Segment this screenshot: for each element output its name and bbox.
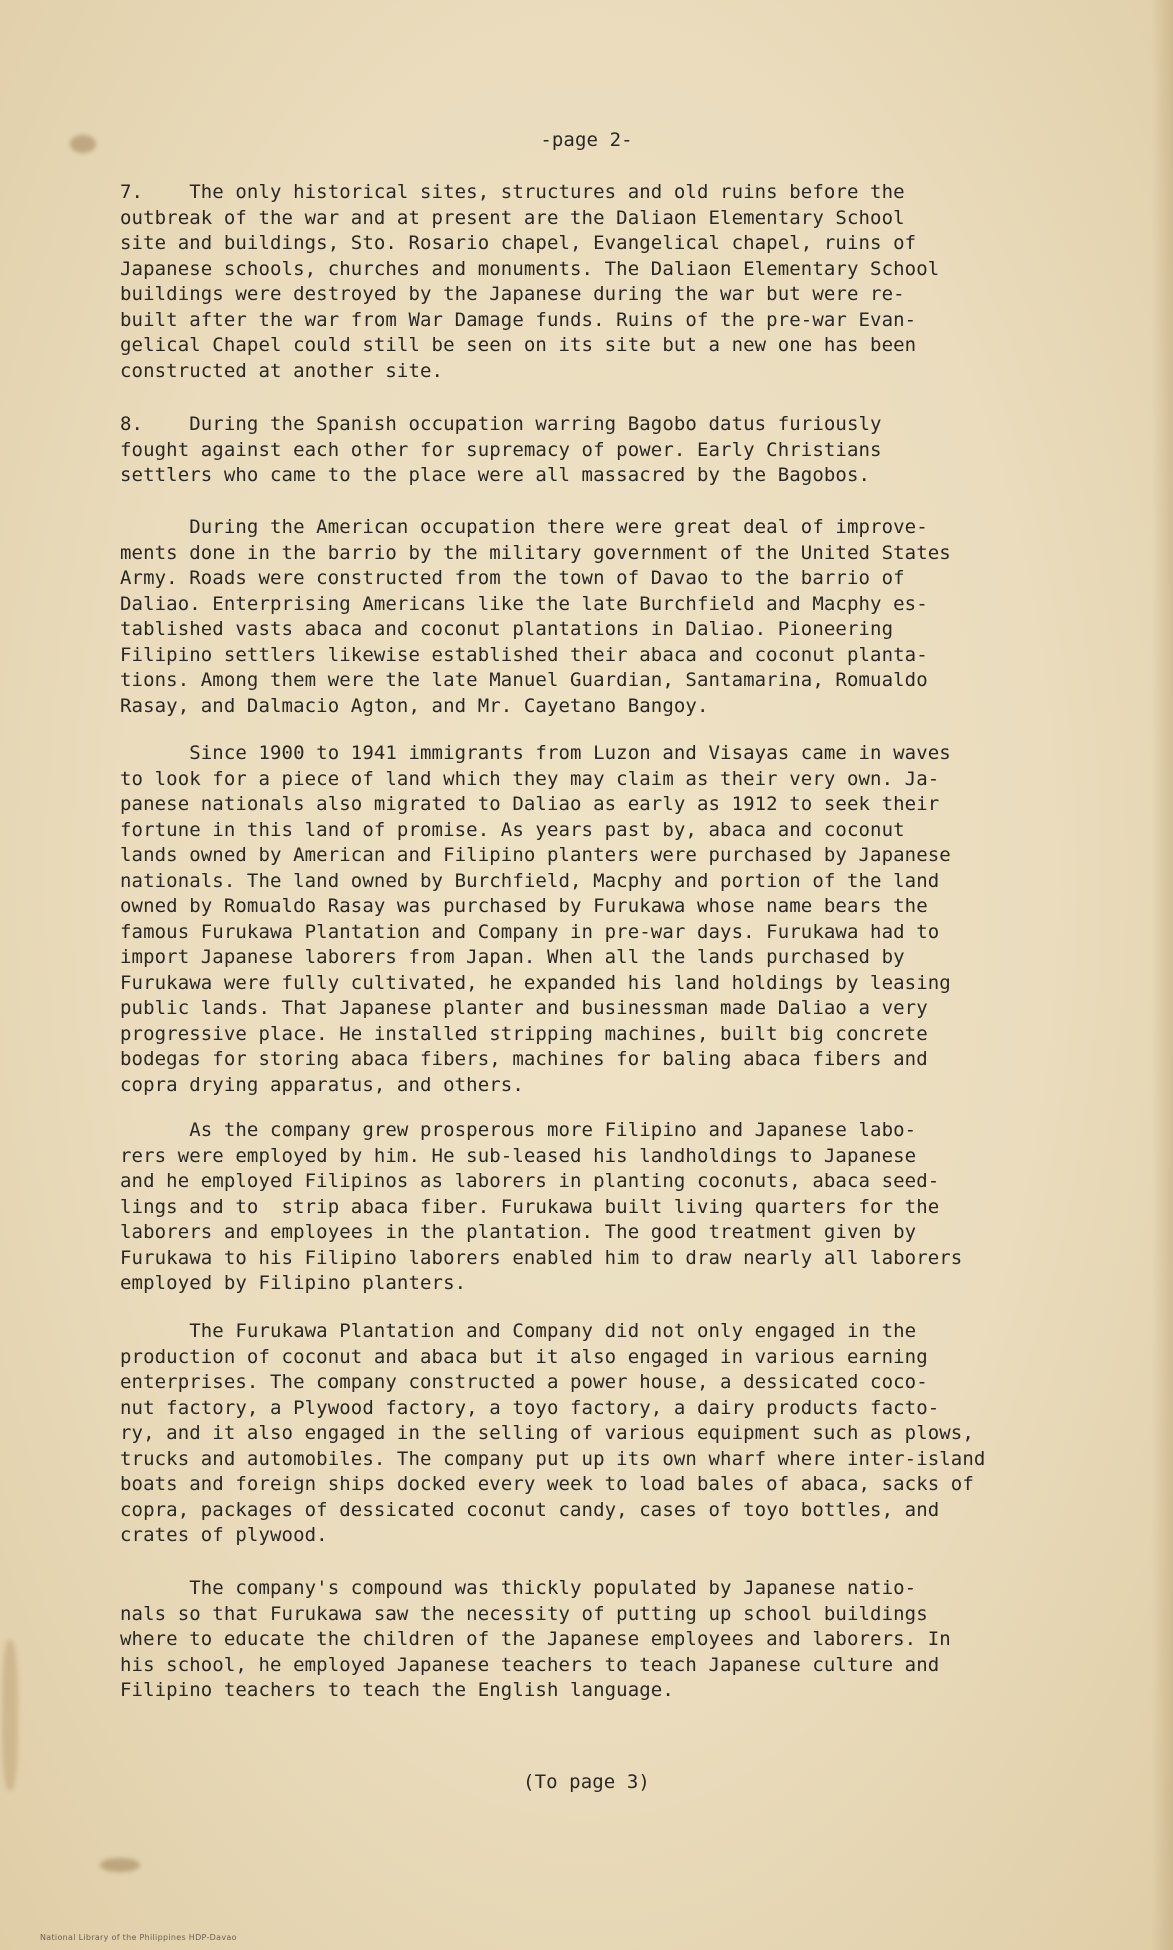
continued-note: (To page 3) — [523, 1771, 650, 1793]
paragraph-7: 7. The only historical sites, structures and old ruins before the outbreak of the war and at present are the Daliaon Elementary School site and buildings, Sto. Rosario chapel, Evangelical chapel, ruins of Japanese schools, churches and monuments. The Daliaon Elementary School buildings were destroyed by the Japanese during the war but were re- built after the war from War Damage funds. Ruins of the pre-war Evan- gelical Chapel could still be seen on its site but a new one has been constructed at another site. — [120, 181, 940, 382]
paragraph-company-growth: As the company grew prosperous more Filipino and Japanese labo- rers were employed by him. He sub-leased his landholdings to Japanese and he employed Filipinos as laborers in planting coconuts, abaca seed- lings and to strip abaca fiber. Furukawa built living quarters for the laborers and employees in the plantation. The good treatment given by Furukawa to his Filipino laborers enabled him to draw nearly all laborers employed by Filipino planters. — [120, 1119, 963, 1294]
paragraph-immigrants: Since 1900 to 1941 immigrants from Luzon and Visayas came in waves to look for a piece of land which they may claim as their very own. Ja- panese nationals also migrated to Daliao as early as 1912 to seek their fortune in this land of promise. As years past by, abaca and coconut lands owned by American and Filipino planters were purchased by Japanese nationals. The land owned by Burchfield, Macphy and portion of the land owned by Romualdo Rasay was purchased by Furukawa whose name bears the famous Furukawa Plantation and Company in pre-war days. Furukawa had to import Japanese laborers from Japan. When all the lands purchased by Furukawa were fully cultivated, he expanded his land holdings by leasing public lands. That Japanese planter and businessman made Daliao a very progressive place. He installed stripping machines, built big concrete bodegas for storing abaca fibers, machines for baling abaca fibers and copra drying apparatus, and others. — [120, 742, 951, 1096]
paragraph-american-occupation: During the American occupation there were great deal of improve- ments done in the barrio by the military government of the United States Army. Roads were constructed from the town of Davao to the barrio of Daliao. Enterprising Americans like the late Burchfield and Macphy es- tablished vasts abaca and coconut plantations in Daliao. Pioneering Filipino settlers likewise established their abaca and coconut planta- tions. Among them were the late Manuel Guardian, Santamarina, Romualdo Rasay, and Dalmacio Agton, and Mr. Cayetano Bangoy. — [120, 516, 951, 717]
paragraph-enterprises: The Furukawa Plantation and Company did not only engaged in the production of coconut and abaca but it also engaged in various earning enterprises. The company constructed a power house, a dessicated coco- nut factory, a Plywood factory, a toyo factory, a dairy products facto- ry, and it also engaged in the selling of various equipment such as plows, trucks and automobiles. The company put up its own wharf where inter-island boats and foreign ships docked every week to load bales of abaca, sacks of copra, packages of dessicated coconut candy, cases of toyo bottles, and crates of plywood. — [120, 1320, 986, 1546]
page-number: -page 2- — [540, 129, 633, 151]
ink-smudge-bottom-left — [100, 1858, 140, 1872]
page-edge-shadow — [1151, 0, 1173, 1950]
archive-label: National Library of the Philippines HDP-Davao — [40, 1933, 237, 1942]
paragraph-8: 8. During the Spanish occupation warring Bagobo datus furiously fought against each other for supremacy of power. Early Christians settlers who came to the place were all massacred by the Bagobos. — [120, 413, 882, 486]
stain-left-margin — [2, 1640, 18, 1790]
paragraph-school: The company's compound was thickly populated by Japanese natio- nals so that Furukawa saw the necessity of putting up school buildings where to educate the children of the Japanese employees and laborers. In his school, he employed Japanese teachers to teach Japanese culture and Filipino teachers to teach the English language. — [120, 1577, 951, 1701]
